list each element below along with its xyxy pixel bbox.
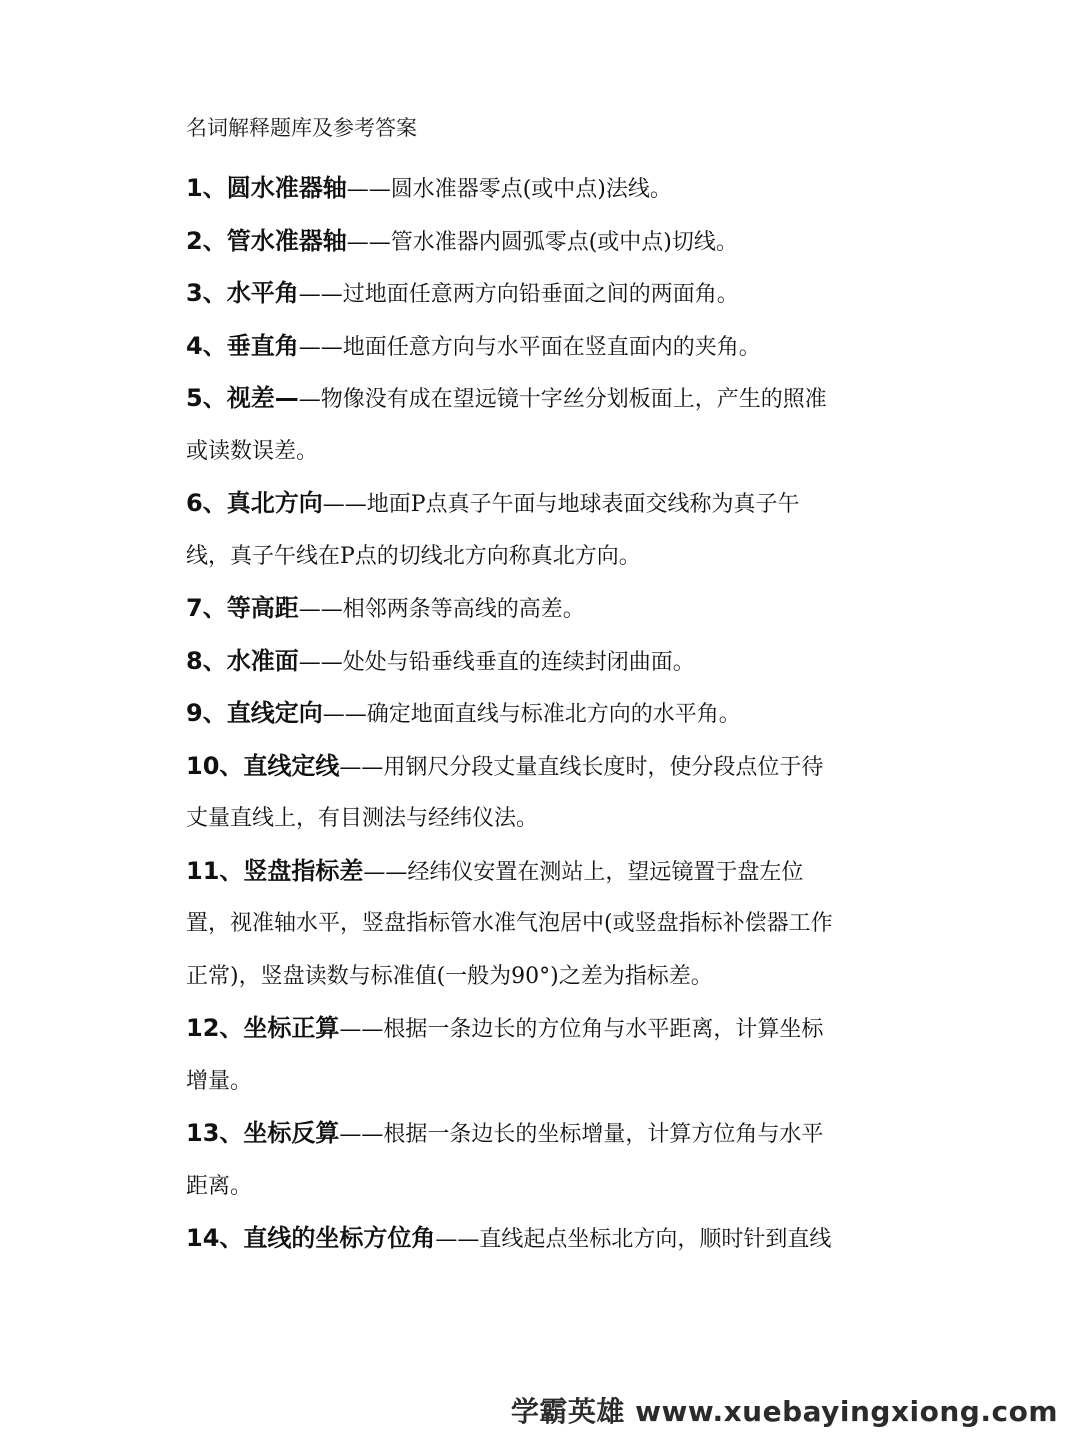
- entry-number: 5、: [186, 384, 227, 412]
- definition-entry: [186, 687, 906, 740]
- entry-definition: 距离。: [186, 1173, 253, 1199]
- entry-definition: 增量。: [186, 1068, 253, 1094]
- definition-line: [186, 530, 906, 583]
- entry-definition: ——确定地面直线与标准北方向的水平角。: [322, 702, 741, 727]
- entry-term: 直线定向: [226, 699, 323, 727]
- entry-definition: —物像没有成在望远镜十字丝分划板面上，产生的照准: [298, 387, 827, 412]
- entry-number: 2、: [186, 226, 227, 255]
- entry-definition: ——根据一条边长的坐标增量，计算方位角与水平: [339, 1122, 824, 1147]
- entry-term: 竖盘指标差: [243, 856, 364, 885]
- entry-term: 等高距: [226, 594, 299, 622]
- entry-definition: ——圆水准器零点(或中点)法线。: [346, 177, 672, 202]
- definition-entry: [186, 372, 906, 477]
- definition-entry: [186, 162, 906, 215]
- entry-term: 直线的坐标方位角: [243, 1224, 436, 1252]
- definition-line: [186, 740, 906, 793]
- entry-definition: ——经纬仪安置在测站上，望远镜置于盘左位: [363, 859, 804, 885]
- entry-number: 10、: [186, 751, 244, 780]
- entry-definition: ——管水准器内圆弧零点(或中点)切线。: [346, 229, 738, 255]
- entry-term: 垂直角: [226, 331, 299, 360]
- definition-entry: [186, 215, 906, 268]
- entry-definition: ——用钢尺分段丈量直线长度时，使分段点位于待: [339, 754, 824, 780]
- definition-line: [186, 1160, 906, 1213]
- definition-entry: [186, 582, 906, 635]
- entry-number: 9、: [186, 699, 227, 727]
- definition-line: [186, 372, 906, 425]
- entry-term: 水准面: [226, 646, 299, 675]
- entry-number: 3、: [186, 279, 227, 307]
- definition-line: [186, 320, 906, 373]
- definition-entry: [186, 740, 906, 845]
- entry-number: 11、: [186, 856, 244, 885]
- entry-definition: ——处处与铅垂线垂直的连续封闭曲面。: [298, 649, 695, 675]
- entry-term: 视差—: [226, 384, 299, 412]
- definition-line: [186, 425, 906, 478]
- definition-entry: [186, 1212, 906, 1265]
- definition-line: [186, 215, 906, 268]
- definition-entry: [186, 1107, 906, 1212]
- entry-definition: 或读数误差。: [186, 438, 319, 464]
- entry-term: 坐标正算: [243, 1014, 340, 1042]
- entry-term: 直线定线: [243, 751, 340, 780]
- entry-definition: 正常)，竖盘读数与标准值(一般为90°)之差为指标差。: [186, 963, 713, 989]
- entry-definition: 置，视准轴水平，竖盘指标管水准气泡居中(或竖盘指标补偿器工作: [186, 911, 833, 936]
- site-watermark: 学霸英雄 www.xuebayingxiong.com: [510, 1395, 1058, 1428]
- entry-definition: 丈量直线上，有目测法与经纬仪法。: [186, 806, 539, 831]
- entry-number: 1、: [186, 174, 227, 202]
- definition-entry: [186, 1002, 906, 1107]
- definition-line: [186, 1107, 906, 1160]
- entry-definition: ——相邻两条等高线的高差。: [298, 597, 585, 622]
- definition-line: [186, 950, 906, 1003]
- definition-entry: [186, 320, 906, 373]
- entry-term: 水平角: [226, 279, 299, 307]
- definition-line: [186, 582, 906, 635]
- definition-line: [186, 687, 906, 740]
- definition-entry: [186, 845, 906, 1003]
- definition-line: [186, 1055, 906, 1108]
- definition-line: [186, 267, 906, 320]
- definition-line: [186, 845, 906, 898]
- entry-number: 12、: [186, 1014, 244, 1042]
- entry-number: 8、: [186, 646, 227, 675]
- definition-line: [186, 1002, 906, 1055]
- definition-line: [186, 792, 906, 845]
- definition-line: [186, 635, 906, 688]
- definition-entry: [186, 477, 906, 582]
- entry-term: 管水准器轴: [226, 226, 347, 255]
- entry-number: 4、: [186, 331, 227, 360]
- entry-definition: ——地面P点真子午面与地球表面交线称为真子午: [322, 492, 800, 517]
- document-title: 名词解释题库及参考答案: [186, 116, 417, 140]
- entry-definition: ——过地面任意两方向铅垂面之间的两面角。: [298, 282, 739, 307]
- entry-term: 真北方向: [226, 489, 323, 517]
- definition-entry: [186, 635, 906, 688]
- entry-number: 6、: [186, 489, 227, 517]
- entry-term: 圆水准器轴: [226, 174, 347, 202]
- entry-term: 坐标反算: [243, 1119, 340, 1147]
- definition-entry: [186, 267, 906, 320]
- entry-definition: 线，真子午线在P点的切线北方向称真北方向。: [186, 543, 641, 569]
- entry-definition: ——地面任意方向与水平面在竖直面内的夹角。: [298, 334, 761, 360]
- definition-line: [186, 1212, 906, 1265]
- entry-number: 13、: [186, 1119, 244, 1147]
- definition-line: [186, 162, 906, 215]
- entry-definition: ——根据一条边长的方位角与水平距离，计算坐标: [339, 1017, 824, 1042]
- entry-definition: ——直线起点坐标北方向，顺时针到直线: [435, 1227, 832, 1252]
- entry-number: 14、: [186, 1224, 244, 1252]
- definition-line: [186, 897, 906, 950]
- definition-list: [186, 162, 906, 1265]
- definition-line: [186, 477, 906, 530]
- entry-number: 7、: [186, 594, 227, 622]
- document-page: [186, 0, 906, 1440]
